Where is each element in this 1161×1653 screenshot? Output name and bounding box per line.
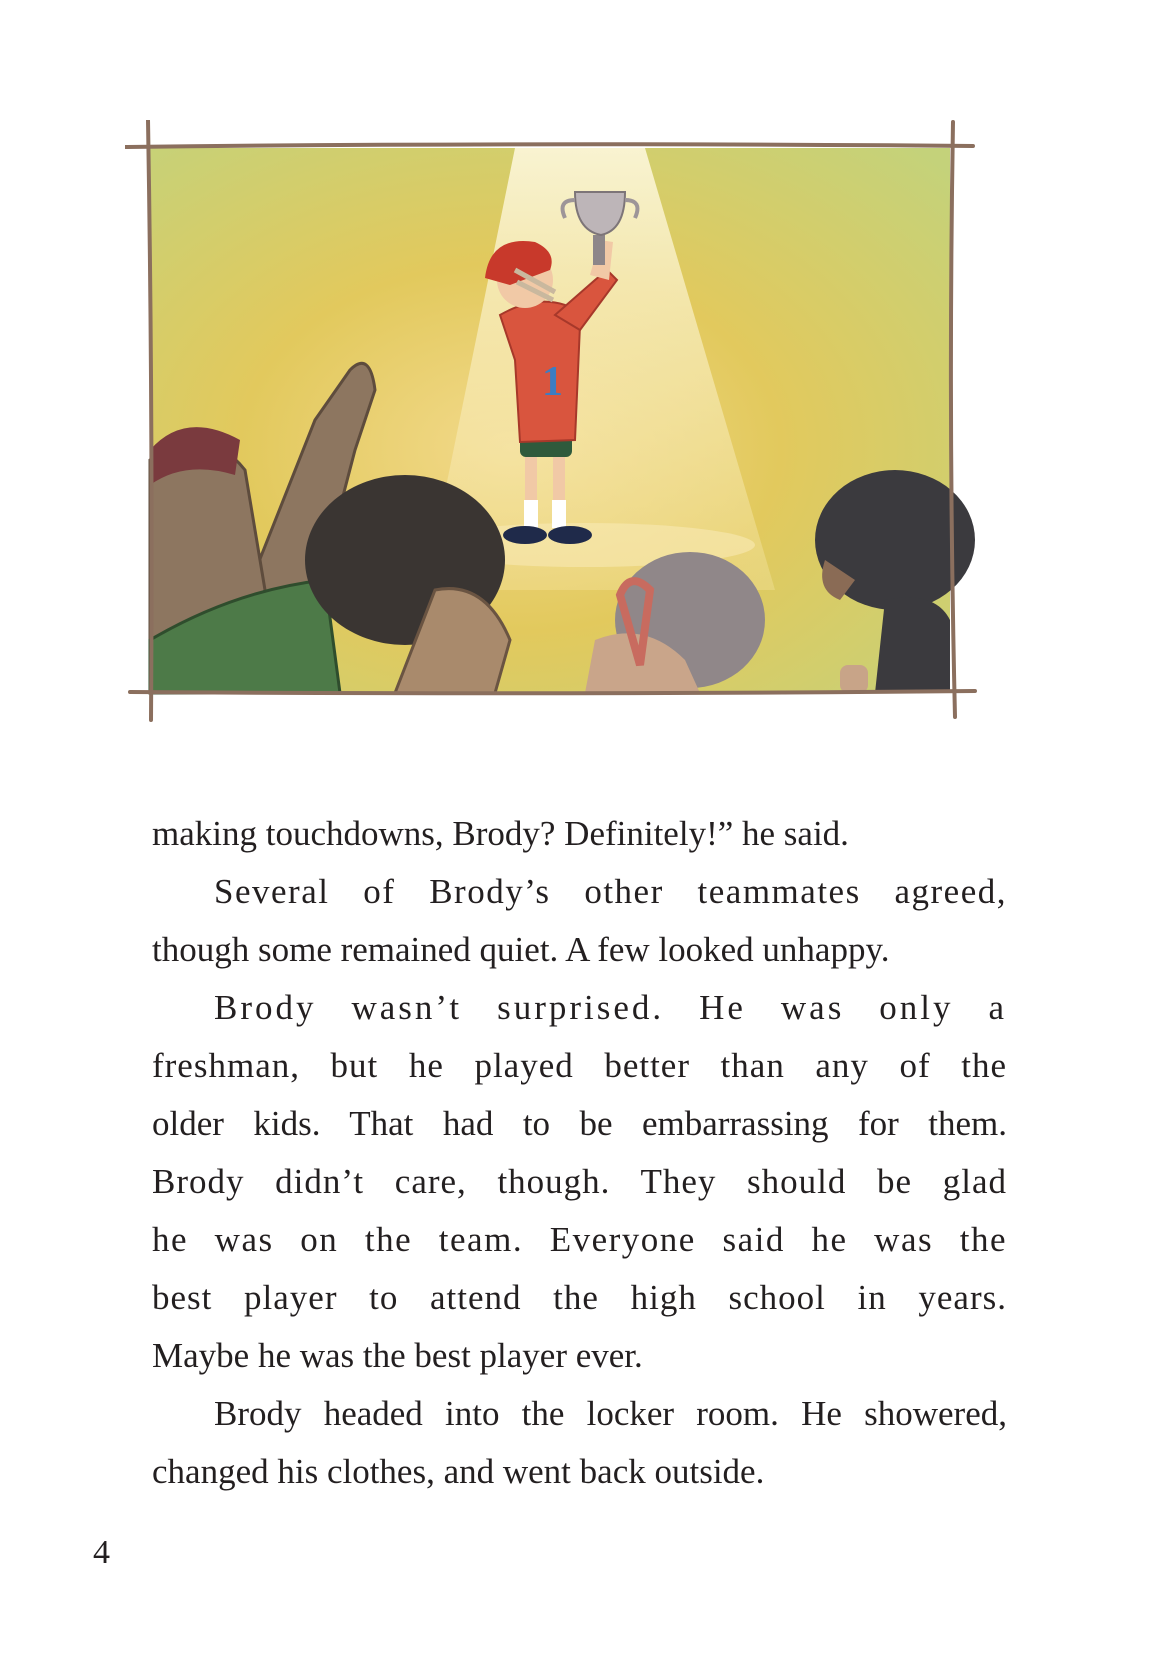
paragraph (152, 805, 1007, 863)
text-line: he was on the team. Everyone said he was the (152, 1220, 1007, 1259)
text-line: making touchdowns, Brody? Definitely!” he said. (152, 814, 849, 853)
text-line: Maybe he was the best player ever. (152, 1336, 643, 1375)
text-line: older kids. That had to be embarrassing for them. (152, 1104, 1007, 1143)
story-text (152, 805, 1007, 1501)
text-line: changed his clothes, and went back outside. (152, 1452, 765, 1491)
svg-text:1: 1 (542, 359, 563, 405)
page-number: 4 (93, 1534, 110, 1571)
text-line: best player to attend the high school in years. (152, 1278, 1007, 1317)
text-line: though some remained quiet. A few looked unhappy. (152, 930, 890, 969)
text-line: Brody wasn’t surprised. He was only a (214, 988, 1007, 1027)
trophy-celebration-illustration (125, 120, 1025, 760)
paragraph (152, 1385, 1007, 1501)
illustration (125, 120, 1025, 760)
paragraph (152, 863, 1007, 979)
text-line: freshman, but he played better than any of the (152, 1046, 1007, 1085)
text-line: Brody headed into the locker room. He showered, (214, 1394, 1007, 1433)
text-line: Several of Brody’s other teammates agreed, (214, 872, 1007, 911)
paragraph (152, 979, 1007, 1385)
text-line: Brody didn’t care, though. They should be glad (152, 1162, 1007, 1201)
